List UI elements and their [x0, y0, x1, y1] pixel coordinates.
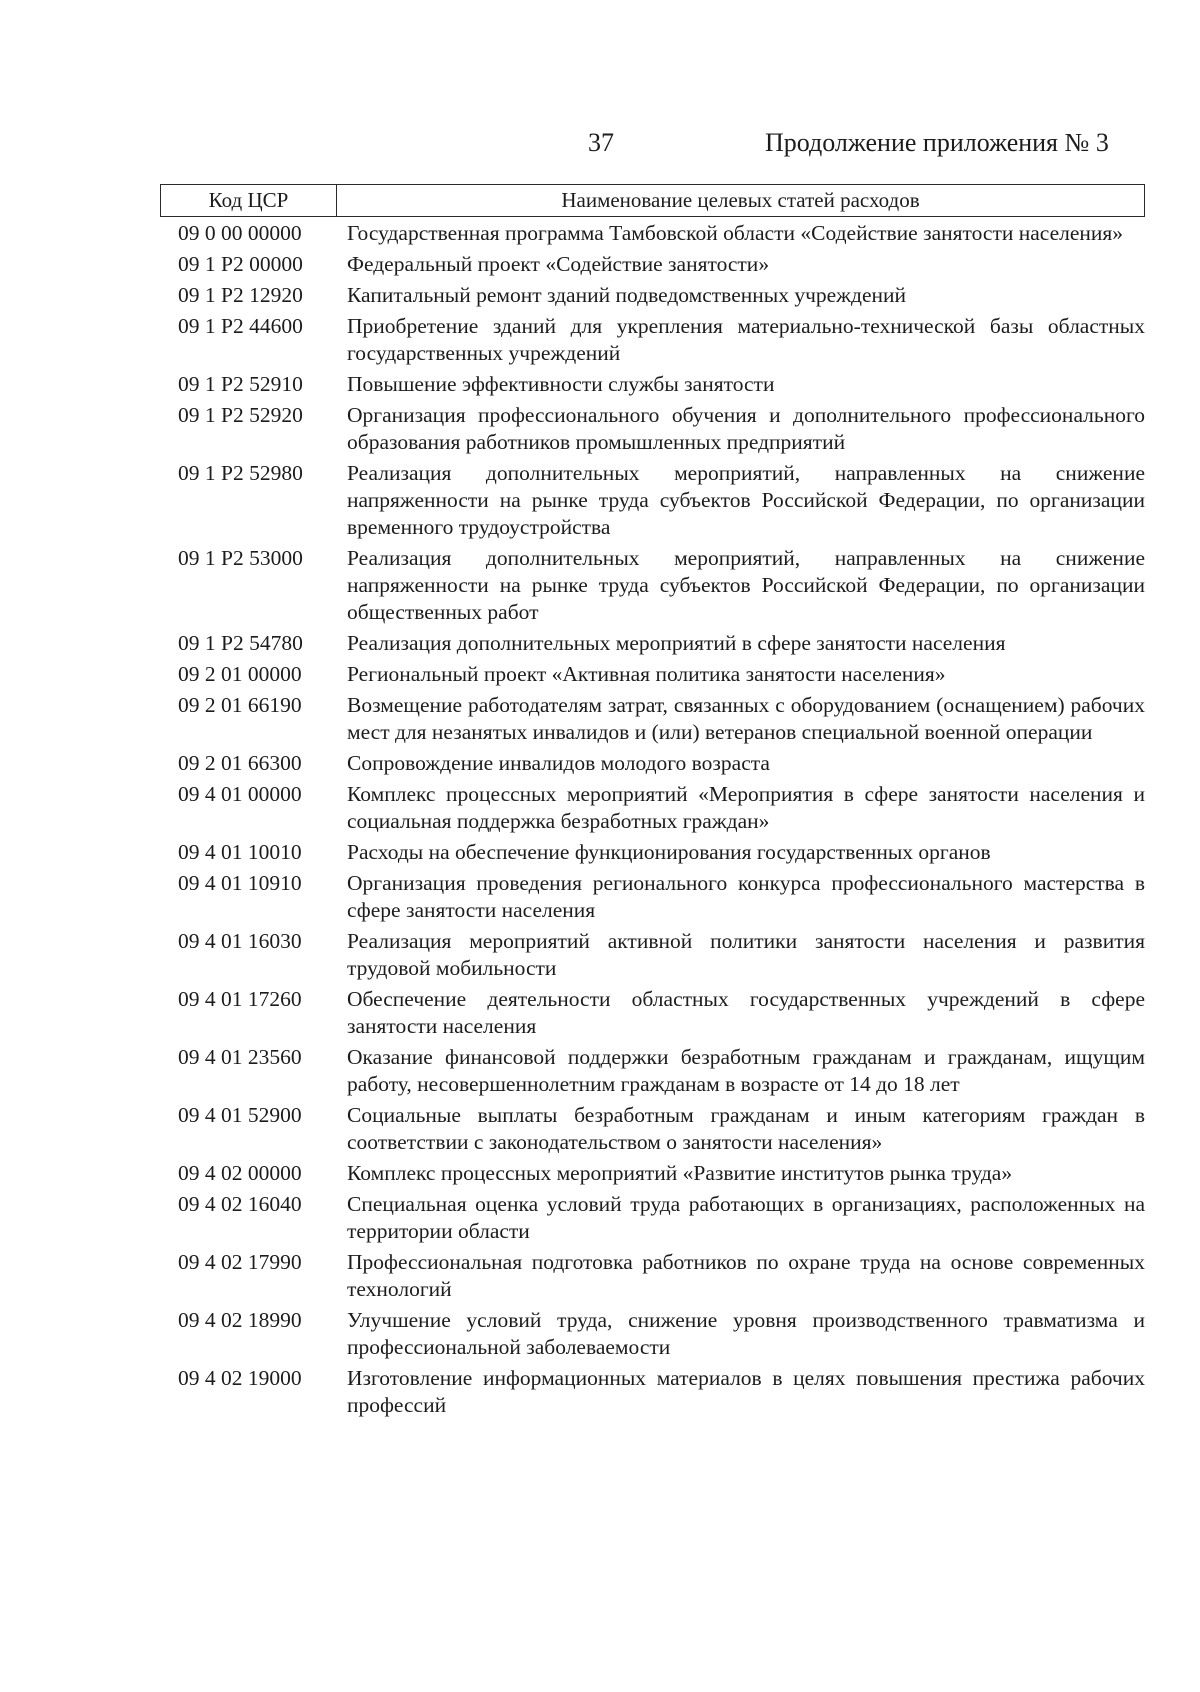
row-name: Реализация дополнительных мероприятий в сфере занятости населения	[347, 631, 1006, 655]
table-row	[160, 220, 1145, 247]
row-code: 09 1 Р2 52920	[178, 403, 303, 427]
row-code: 09 2 01 66300	[178, 751, 302, 775]
row-code: 09 4 01 00000	[178, 782, 302, 806]
row-code: 09 4 01 16030	[178, 929, 302, 953]
appendix-caption: Продолжение приложения № 3	[765, 128, 1109, 157]
column-header-name: Наименование целевых статей расходов	[561, 188, 920, 212]
table-row	[160, 870, 1145, 924]
row-name: Организация профессионального обучения и дополнительного профессионального образования работников промышленных предприятий	[347, 403, 1145, 454]
table-row	[160, 282, 1145, 309]
row-name: Социальные выплаты безработным гражданам и иным категориям граждан в соответствии с законодательством о занятости населения»	[347, 1103, 1145, 1154]
table-row	[160, 986, 1145, 1040]
row-name: Организация проведения регионального конкурса профессионального мастерства в сфере занятости населения	[347, 871, 1145, 922]
row-name: Повышение эффективности службы занятости	[347, 372, 775, 396]
row-code: 09 1 Р2 53000	[178, 546, 303, 570]
row-code: 09 4 02 16040	[178, 1192, 302, 1216]
row-name: Оказание финансовой поддержки безработным гражданам и гражданам, ищущим работу, несовершеннолетним гражданам в возрасте от 14 до 18 лет	[347, 1045, 1145, 1096]
table-row	[160, 928, 1145, 982]
table-row	[160, 1191, 1145, 1245]
row-code: 09 1 Р2 54780	[178, 631, 303, 655]
row-code: 09 4 01 23560	[178, 1045, 302, 1069]
table-row	[160, 630, 1145, 657]
row-code: 09 4 02 00000	[178, 1161, 302, 1185]
table-row	[160, 402, 1145, 456]
row-code: 09 4 01 10010	[178, 840, 302, 864]
row-code: 09 2 01 66190	[178, 693, 302, 717]
row-name: Государственная программа Тамбовской области «Содействие занятости населения»	[347, 221, 1124, 245]
row-name: Реализация дополнительных мероприятий, направленных на снижение напряженности на рынке труда субъектов Российской Федерации, по организации временного трудоустройства	[347, 461, 1145, 539]
row-name: Изготовление информационных материалов в целях повышения престижа рабочих профессий	[347, 1366, 1145, 1417]
row-code: 09 4 02 17990	[178, 1250, 302, 1274]
row-code: 09 4 01 10910	[178, 871, 302, 895]
row-code: 09 0 00 00000	[178, 221, 302, 245]
row-name: Профессиональная подготовка работников по охране труда на основе современных технологий	[347, 1250, 1145, 1301]
table-row	[160, 1160, 1145, 1187]
table-row	[160, 839, 1145, 866]
row-name: Сопровождение инвалидов молодого возраста	[347, 751, 770, 775]
table-row	[160, 545, 1145, 626]
table-header	[160, 184, 1145, 217]
row-code: 09 4 02 19000	[178, 1366, 302, 1390]
row-code: 09 4 01 52900	[178, 1103, 302, 1127]
row-code: 09 1 Р2 12920	[178, 283, 303, 307]
row-name: Возмещение работодателям затрат, связанных с оборудованием (оснащением) рабочих мест для незанятых инвалидов и (или) ветеранов специальной военной операции	[347, 693, 1145, 744]
row-name: Капитальный ремонт зданий подведомственных учреждений	[347, 283, 907, 307]
row-name: Улучшение условий труда, снижение уровня производственного травматизма и профессиональной заболеваемости	[347, 1308, 1145, 1359]
row-name: Реализация мероприятий активной политики занятости населения и развития трудовой мобильности	[347, 929, 1145, 980]
row-code: 09 1 Р2 52980	[178, 461, 303, 485]
table-row	[160, 313, 1145, 367]
table-row	[160, 692, 1145, 746]
page-number: 37	[588, 128, 614, 157]
row-code: 09 1 Р2 00000	[178, 252, 303, 276]
row-code: 09 1 Р2 44600	[178, 314, 303, 338]
row-name: Приобретение зданий для укрепления материально-технической базы областных государственных учреждений	[347, 314, 1145, 365]
table-row	[160, 1307, 1145, 1361]
row-name: Специальная оценка условий труда работающих в организациях, расположенных на территории области	[347, 1192, 1145, 1243]
row-code: 09 1 Р2 52910	[178, 372, 303, 396]
table-row	[160, 1365, 1145, 1419]
row-name: Обеспечение деятельности областных государственных учреждений в сфере занятости населения	[347, 987, 1145, 1038]
table-row	[160, 371, 1145, 398]
table-body	[160, 220, 1145, 1419]
table-row	[160, 460, 1145, 541]
row-name: Комплекс процессных мероприятий «Развитие институтов рынка труда»	[347, 1161, 1013, 1185]
column-header-code: Код ЦСР	[161, 185, 337, 216]
row-code: 09 4 01 17260	[178, 987, 302, 1011]
table-row	[160, 661, 1145, 688]
table-row	[160, 1249, 1145, 1303]
table-row	[160, 1102, 1145, 1156]
table-row	[160, 251, 1145, 278]
row-name: Федеральный проект «Содействие занятости»	[347, 252, 770, 276]
row-code: 09 2 01 00000	[178, 662, 302, 686]
table-row	[160, 1044, 1145, 1098]
table-row	[160, 781, 1145, 835]
row-name: Реализация дополнительных мероприятий, направленных на снижение напряженности на рынке труда субъектов Российской Федерации, по организации общественных работ	[347, 546, 1145, 624]
row-name: Комплекс процессных мероприятий «Мероприятия в сфере занятости населения и социальная поддержка безработных граждан»	[347, 782, 1145, 833]
row-code: 09 4 02 18990	[178, 1308, 302, 1332]
row-name: Региональный проект «Активная политика занятости населения»	[347, 662, 946, 686]
row-name: Расходы на обеспечение функционирования государственных органов	[347, 840, 991, 864]
expense-codes-table	[160, 184, 1145, 1423]
table-row	[160, 750, 1145, 777]
